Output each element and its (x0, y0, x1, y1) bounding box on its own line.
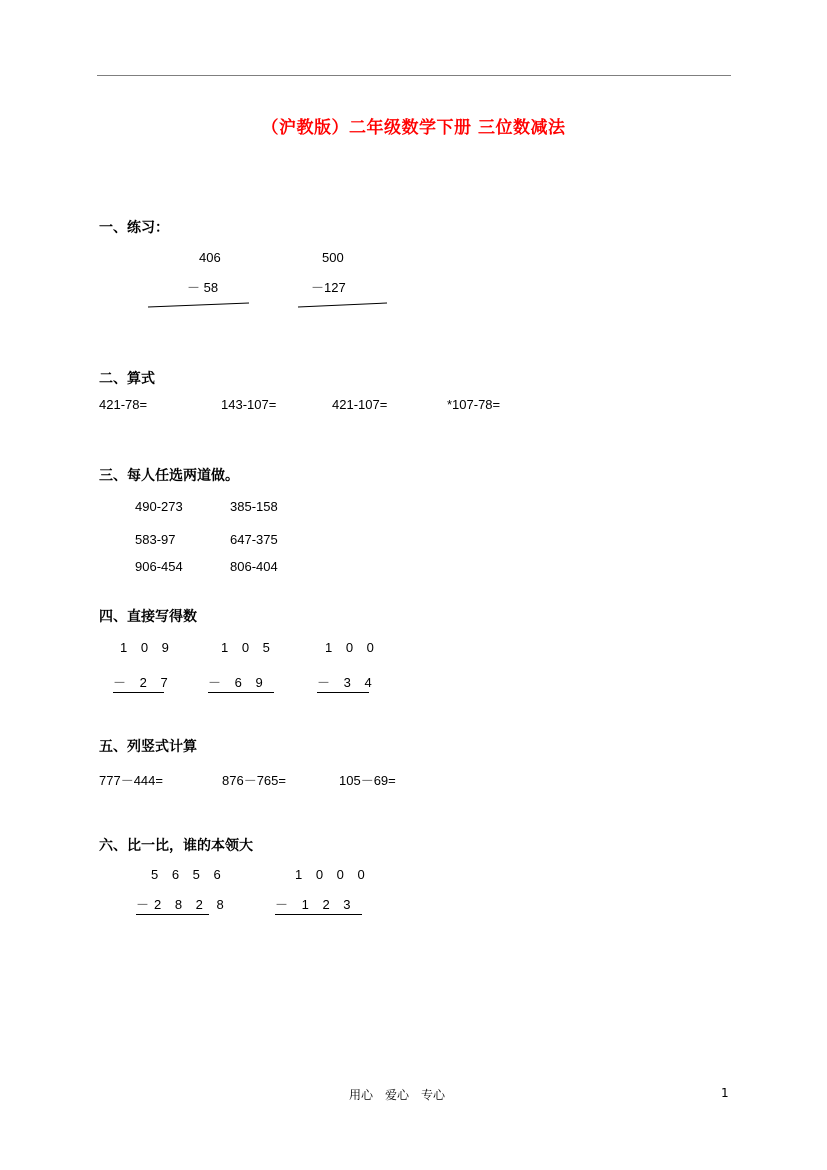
problem-top: 1 0 0 (325, 640, 379, 655)
section-3-heading: 三、每人任选两道做。 (99, 468, 239, 484)
vertical-calc-item: 105－69= (339, 773, 396, 788)
problem-bottom: － 6 9 (208, 672, 274, 693)
problem-2-top: 500 (322, 250, 344, 265)
problem-top: 1 0 9 (120, 640, 174, 655)
problem-bottom: － 3 4 (317, 672, 369, 693)
choice-item: 583-97 (135, 532, 176, 547)
section-1-heading: 一、练习： (99, 220, 169, 236)
expression-item: 143-107= (221, 397, 277, 412)
section-5-heading: 五、列竖式计算 (99, 739, 197, 755)
problem-bottom: － 2 7 (113, 672, 164, 693)
problem-top: 1 0 0 0 (295, 867, 370, 882)
problem-1-bottom: － 58 (187, 280, 219, 295)
choice-item: 906-454 (135, 559, 183, 574)
problem-2-underline (298, 302, 388, 310)
problem-bottom: －2 8 2 8 (136, 894, 209, 915)
problem-1-top: 406 (199, 250, 221, 265)
problem-top: 5 6 5 6 (151, 867, 226, 882)
section-6-heading: 六、比一比，谁的本领大 (99, 838, 253, 854)
page-title: （沪教版）二年级数学下册 三位数减法 (261, 118, 566, 138)
expression-item: 421-107= (332, 397, 388, 412)
section-4-heading: 四、直接写得数 (99, 609, 197, 625)
expression-item: *107-78= (447, 397, 501, 412)
section-2-heading: 二、算式 (99, 371, 155, 387)
choice-item: 806-404 (230, 559, 278, 574)
footer-text: 用心 爱心 专心 (349, 1088, 446, 1102)
problem-1-underline (148, 302, 250, 310)
choice-item: 647-375 (230, 532, 278, 547)
expression-item: 421-78= (99, 397, 148, 412)
problem-2-bottom: －127 (311, 280, 346, 295)
vertical-calc-item: 876－765= (222, 773, 286, 788)
problem-top: 1 0 5 (221, 640, 275, 655)
page-number: 1 (721, 1086, 729, 1100)
problem-bottom: － 1 2 3 (275, 894, 362, 915)
choice-item: 385-158 (230, 499, 278, 514)
vertical-calc-item: 777－444= (99, 773, 163, 788)
header-rule (97, 75, 731, 76)
choice-item: 490-273 (135, 499, 183, 514)
